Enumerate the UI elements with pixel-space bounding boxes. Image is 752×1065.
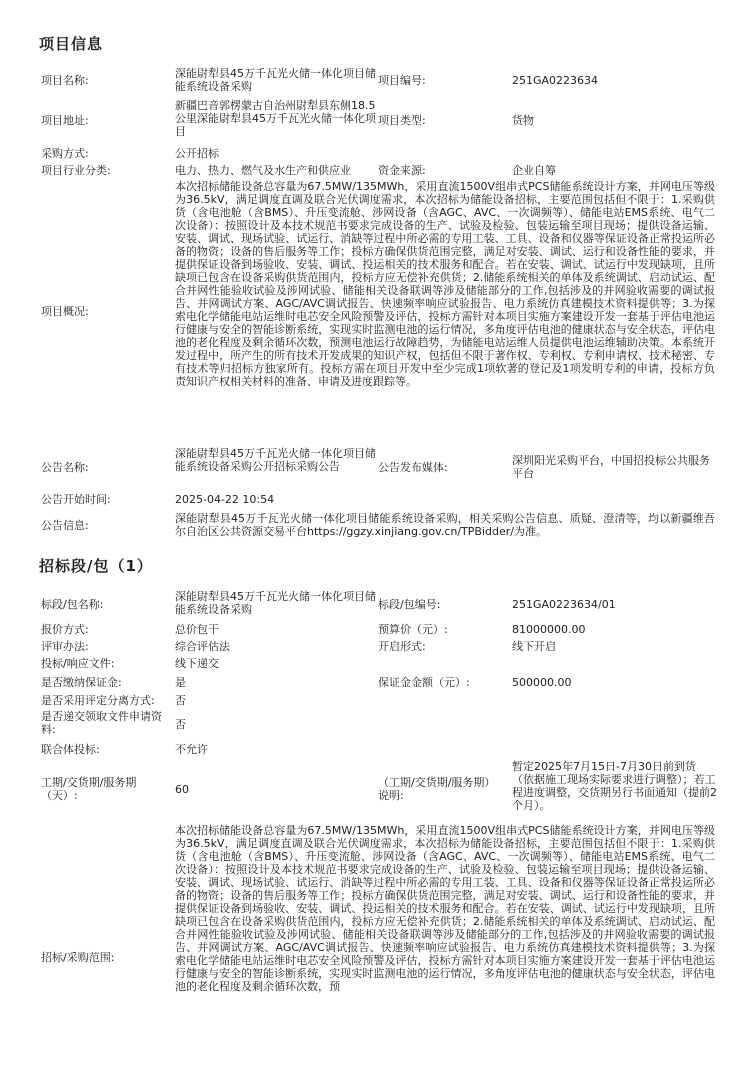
row-deposit: [0, 676, 752, 690]
row-submit-request: [0, 710, 752, 738]
label-procurement-method: 采购方式:: [41, 147, 89, 160]
value-lot-name: 深能尉犁县45万千瓦光火储一体化项目储能系统设备采购: [175, 590, 376, 616]
label-deposit-amount: 保证金金额（元）:: [378, 676, 470, 689]
label-notice-info: 公告信息:: [41, 519, 89, 532]
value-scope: 本次招标储能设备总容量为67.5MW/135MWh，采用直流1500V组串式PCS储能系统设计方案，并网电压等级为36.5kV，满足调度直调及联合光伏调度需求，本次招标为储能设备招标，主要范围包括但不限于：1.采购供货（含电池舱（含BMS）、升压变流舱、涉网设备（含AGC、AVC、一次调频等）、储能电站EMS系统、电气二次设备）：按照设计及本技术规范书要求完成设备的生产、试验及检验、包装运输至项目现场；提供设备运输、安装、调试、现场试验、试运行、消缺等过程中所必需的专用工装、工具、设备和仪器等保证设备正常投运所必备的物资；设备的售后服务等工作；投标方确保供货范围完整，满足对安装、调试、运行和设备性能的要求，并提供保证设备到场验收、安装、调试、投运相关的技术服务和配合。若在安装、调试、试运行中发现缺项，且所缺项已包含在设备采购供货范围内，投标方应无偿补充供货；2.储能系统相关的单体及系统调试、启动试运、配合并网性能验收试验及涉网试验、储能相关设备联调等涉及储能部分的工作,包括涉及的并网验收需要的调试报告、并网调试方案、AGC/AVC调试报告、快速频率响应试验报告、电力系统仿真建模技术资料提供等；3.为探索电化学储能电站运维时电芯安全风险预警及评估，投标方需针对本项目实施方案建设开发一套基于评估电池运行健康与安全的智能诊断系统，实现实时监测电池的运行情况，多角度评估电池的健康状态与安全状态，评估电池的老化程度及剩余循环次数，预: [175, 824, 715, 993]
label-start-time: 公告开始时间:: [41, 493, 111, 506]
label-lot-code: 标段/包编号:: [378, 598, 441, 611]
value-fund-source: 企业自筹: [512, 164, 556, 177]
row-submit-file: [0, 657, 752, 671]
row-industry: [0, 164, 752, 178]
value-project-name: 深能尉犁县45万千瓦光火储一体化项目储能系统设备采购: [175, 67, 376, 93]
label-period-note: （工期/交货期/服务期）说明:: [378, 776, 496, 802]
row-separation: [0, 694, 752, 708]
value-budget: 81000000.00: [512, 623, 586, 636]
value-deposit-amount: 500000.00: [512, 676, 572, 689]
row-start-time: [0, 493, 752, 507]
row-scope: [0, 824, 752, 1065]
label-publish-media: 公告发布媒体:: [378, 461, 448, 474]
label-project-code: 项目编号:: [378, 74, 426, 87]
value-eval-method: 综合评估法: [175, 640, 230, 653]
label-price-method: 报价方式:: [41, 623, 89, 636]
label-project-name: 项目名称:: [41, 74, 89, 87]
value-separation: 否: [175, 694, 186, 707]
label-eval-method: 评审办法:: [41, 640, 89, 653]
row-project-overview: [0, 180, 752, 454]
row-consortium: [0, 743, 752, 757]
section-title-project: 项目信息: [39, 35, 104, 53]
section-title-lot: 招标段/包（1）: [39, 557, 153, 575]
value-project-code: 251GA0223634: [512, 74, 599, 87]
row-lot-name: [0, 590, 752, 618]
value-price-method: 总价包干: [175, 623, 219, 636]
label-period: 工期/交货期/服务期（天）:: [41, 776, 137, 802]
value-period: 60: [175, 783, 189, 796]
value-notice-info: 深能尉犁县45万千瓦光火储一体化项目储能系统设备采购，相关采购公告信息、质疑、澄清等，均以新疆维吾尔自治区公共资源交易平台https://ggzy.xinjiang.gov.cn/TPBidder/为准。: [175, 512, 715, 538]
row-project-address: [0, 99, 752, 139]
label-open-form: 开启形式:: [378, 640, 426, 653]
value-start-time: 2025-04-22 10:54: [175, 493, 275, 506]
value-submit-file: 线下递交: [175, 657, 219, 670]
label-project-type: 项目类型:: [378, 114, 426, 127]
value-publish-media: 深圳阳光采购平台，中国招投标公共服务平台: [512, 454, 710, 480]
label-notice-name: 公告名称:: [41, 461, 89, 474]
label-deposit: 是否缴纳保证金:: [41, 676, 122, 689]
label-project-address: 项目地址:: [41, 114, 89, 127]
row-eval-method: [0, 640, 752, 654]
value-procurement-method: 公开招标: [175, 147, 219, 160]
label-separation: 是否采用评定分离方式:: [41, 694, 155, 707]
row-period: [0, 760, 752, 818]
value-open-form: 线下开启: [512, 640, 556, 653]
value-submit-request: 否: [175, 718, 186, 731]
value-project-overview: 本次招标储能设备总容量为67.5MW/135MWh，采用直流1500V组串式PCS储能系统设计方案，并网电压等级为36.5kV，满足调度直调及联合光伏调度需求，本次招标为储能设备招标，主要范围包括但不限于：1.采购供货（含电池舱（含BMS）、升压变流舱、涉网设备（含AGC、AVC、一次调频等）、储能电站EMS系统、电气二次设备）：按照设计及本技术规范书要求完成设备的生产、试验及检验、包装运输至项目现场；提供设备运输、安装、调试、现场试验、试运行、消缺等过程中所必需的专用工装、工具、设备和仪器等保证设备正常投运所必备的物资；设备的售后服务等工作；投标方确保供货范围完整，满足对安装、调试、运行和设备性能的要求，并提供保证设备到场验收、安装、调试、投运相关的技术服务和配合。若在安装、调试、试运行中发现缺项，且所缺项已包含在设备采购供货范围内，投标方应无偿补充供货；2.储能系统相关的单体及系统调试、启动试运、配合并网性能验收试验及涉网试验、储能相关设备联调等涉及储能部分的工作,包括涉及的并网验收需要的调试报告、并网调试方案、AGC/AVC调试报告、快速频率响应试验报告、电力系统仿真建模技术资料提供等；3.为探索电化学储能电站运维时电芯安全风险预警及评估，投标方需针对本项目实施方案建设开发一套基于评估电池运行健康与安全的智能诊断系统，实现实时监测电池的运行情况，多角度评估电池的健康状态与安全状态，评估电池的老化程度及剩余循环次数，预测电池运行故障趋势，为储能电站运维人员提供电池运维辅助决策。本系统开发过程中，所产生的所有技术开发成果的知识产权，包括但不限于著作权、专利权、专利申请权、技术秘密、专有技术等归招标方独家所有。投标方需在项目开发中至少完成1项软著的登记及1项发明专利的申请，投标方负责知识产权相关材料的准备、申请及进度跟踪等。: [175, 180, 715, 388]
value-period-note: 暂定2025年7月15日-7月30日前到货（依据施工现场实际要求进行调整）；若工程进度调整，交货期另行书面通知（提前2个月）。: [512, 760, 717, 812]
label-industry: 项目行业分类:: [41, 164, 111, 177]
label-lot-name: 标段/包名称:: [41, 598, 104, 611]
value-notice-name: 深能尉犁县45万千瓦光火储一体化项目储能系统设备采购公开招标采购公告: [175, 447, 376, 473]
label-fund-source: 资金来源:: [378, 164, 426, 177]
row-notice-info: [0, 512, 752, 540]
row-procurement-method: [0, 147, 752, 161]
row-project-name: [0, 67, 752, 95]
row-notice-name: [0, 447, 752, 489]
value-deposit: 是: [175, 676, 186, 689]
label-budget: 预算价（元）:: [378, 623, 448, 636]
value-project-address: 新疆巴音郭楞蒙古自治州尉犁县东侧18.5公里深能尉犁县45万千瓦光火储一体化项目: [175, 99, 376, 138]
label-submit-file: 投标/响应文件:: [41, 657, 115, 670]
value-industry: 电力、热力、燃气及水生产和供应业: [175, 164, 351, 177]
value-consortium: 不允许: [175, 743, 208, 756]
label-scope: 招标/采购范围:: [41, 951, 115, 964]
value-project-type: 货物: [512, 114, 534, 127]
label-submit-request: 是否递交领取文件申请资料:: [41, 710, 162, 736]
label-consortium: 联合体投标:: [41, 743, 100, 756]
row-price-method: [0, 623, 752, 637]
value-lot-code: 251GA0223634/01: [512, 598, 616, 611]
label-project-overview: 项目概况:: [41, 305, 89, 318]
